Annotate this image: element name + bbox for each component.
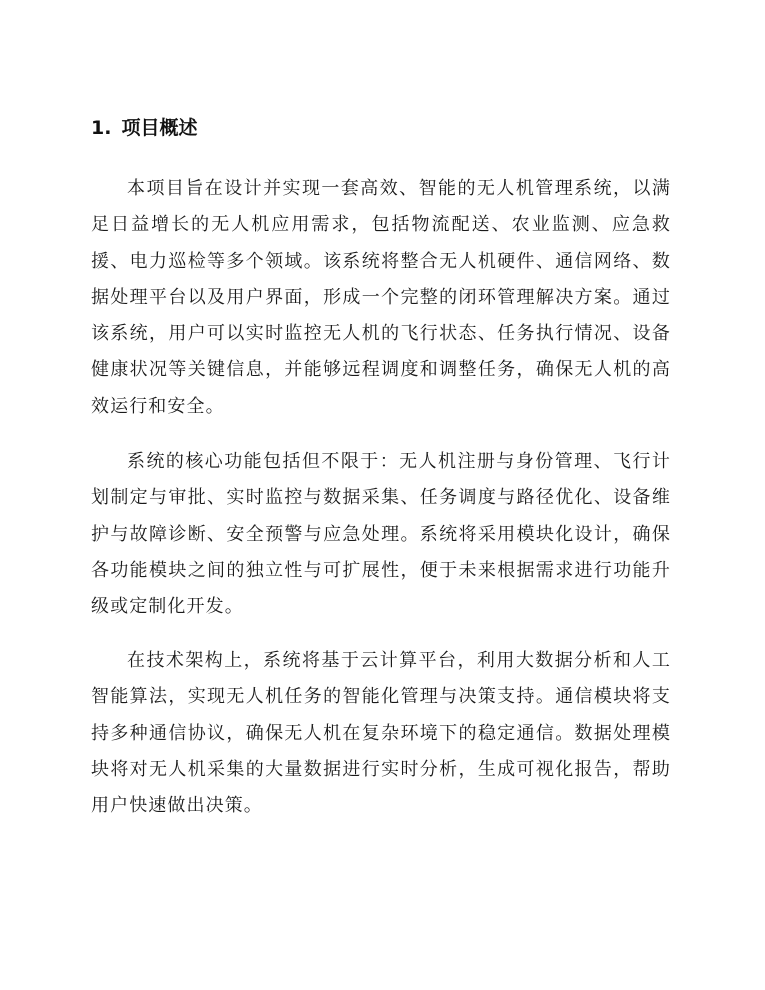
paragraph-core-functions: 系统的核心功能包括但不限于：无人机注册与身份管理、飞行计划制定与审批、实时监控与数据采集、任务调度与路径优化、设备维护与故障诊断、安全预警与应急处理。系统将采用模块化设计，确保各功能模块之间的独立性与可扩展性，便于未来根据需求进行功能升级或定制化开发。 — [91, 451, 671, 618]
paragraph-architecture: 在技术架构上，系统将基于云计算平台，利用大数据分析和人工智能算法，实现无人机任务的智能化管理与决策支持。通信模块将支持多种通信协议，确保无人机在复杂环境下的稳定通信。数据处理模块将对无人机采集的大量数据进行实时分析，生成可视化报告，帮助用户快速做出决策。 — [91, 650, 671, 817]
section-title: 项目概述 — [121, 117, 198, 139]
section-number: 1. — [91, 117, 112, 139]
section-heading — [91, 112, 197, 144]
paragraph-overview: 本项目旨在设计并实现一套高效、智能的无人机管理系统，以满足日益增长的无人机应用需求，包括物流配送、农业监测、应急救援、电力巡检等多个领域。该系统将整合无人机硬件、通信网络、数据处理平台以及用户界面，形成一个完整的闭环管理解决方案。通过该系统，用户可以实时监控无人机的飞行状态、任务执行情况、设备健康状况等关键信息，并能够远程调度和调整任务，确保无人机的高效运行和安全。 — [91, 178, 671, 417]
